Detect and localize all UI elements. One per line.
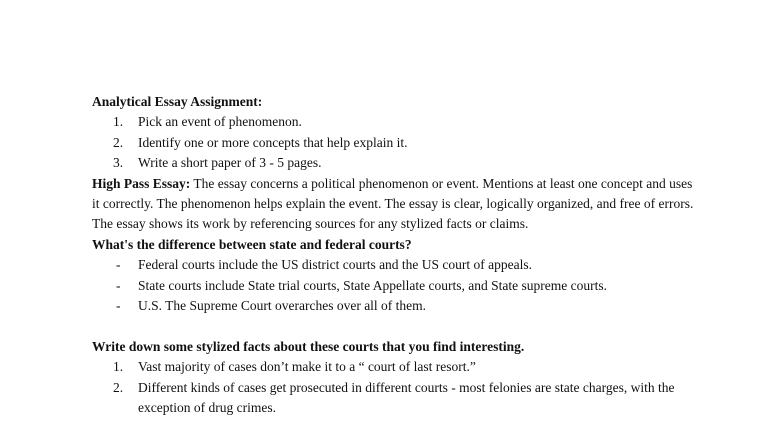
list-number: 2. [113, 379, 124, 395]
list-item-text: Federal courts include the US district courts and the US court of appeals. [138, 257, 533, 273]
list-item-text: Pick an event of phenomenon. [138, 114, 302, 130]
list-number: 3. [113, 155, 124, 171]
list-item [92, 296, 702, 316]
list-item [92, 153, 702, 173]
list-item-text: U.S. The Supreme Court overarches over all of them. [138, 298, 427, 314]
dash-marker: - [116, 277, 121, 293]
list-item-text: Different kinds of cases get prosecuted in different courts - most felonies are state charges, with the exception of drug crimes. [138, 379, 675, 416]
list-item-text: Vast majority of cases don’t make it to a “ court of last resort.” [138, 359, 476, 375]
document-page [92, 92, 702, 418]
high-pass-label: High Pass Essay: [92, 175, 191, 191]
facts-list [92, 357, 702, 418]
assignment-steps-list [92, 112, 702, 173]
list-number: 1. [113, 359, 124, 375]
dash-marker: - [116, 257, 121, 273]
assignment-heading: Analytical Essay Assignment: [92, 94, 263, 109]
list-item-text: State courts include State trial courts, State Appellate courts, and State supreme courts. [138, 277, 607, 293]
list-number: 2. [113, 134, 124, 150]
list-item-text: Write a short paper of 3 - 5 pages. [138, 155, 322, 171]
blank-line [92, 316, 702, 336]
facts-heading: Write down some stylized facts about these courts that you find interesting. [92, 338, 525, 354]
courts-heading: What's the difference between state and federal courts? [92, 236, 412, 252]
list-number: 1. [113, 114, 124, 130]
high-pass-paragraph [92, 174, 702, 235]
list-item-text: Identify one or more concepts that help explain it. [138, 134, 408, 150]
list-item [92, 276, 702, 296]
list-item [92, 112, 702, 132]
high-pass-text: The essay concerns a political phenomenon or event. Mentions at least one concept and uses it correctly. The phenomenon helps explain the event. The essay is clear, logically organized, and free of errors. The essay shows its work by referencing sources for any stylized facts or claims. [92, 175, 694, 232]
list-item [92, 255, 702, 275]
courts-bullet-list [92, 255, 702, 316]
list-item [92, 133, 702, 153]
dash-marker: - [116, 298, 121, 314]
list-item [92, 378, 702, 419]
list-item [92, 357, 702, 377]
